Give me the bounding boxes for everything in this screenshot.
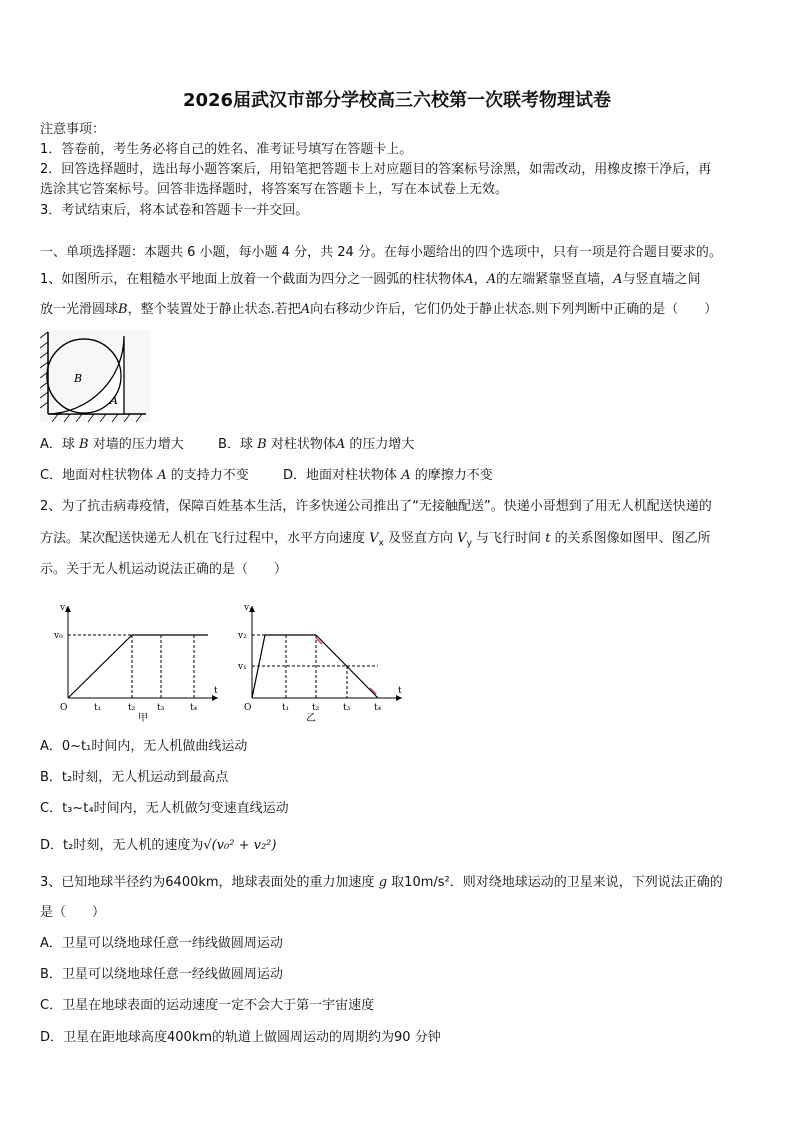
page-title: 2026届武汉市部分学校高三六校第一次联考物理试卷 — [182, 90, 612, 111]
q2-stem-line1: 2、为了抗击病毒疫情，保障百姓基本生活，许多快递公司推出了“无接触配送”。快递小哥想到了用无人机配送快递的 — [40, 499, 712, 514]
jia-x-tick-o: O — [60, 703, 68, 713]
q2-stem-line3: 示。关于无人机运动说法正确的是（ ） — [40, 562, 288, 577]
notice-item-3: 3．考试结束后，将本试卷和答题卡一并交回。 — [40, 203, 309, 218]
q2-stem-line2: 方法。某次配送快递无人机在飞行过程中，水平方向速度 $V_x$ 及竖直方向 $V_y$ 与飞行时间 t 的关系图像如图甲、图乙所 — [40, 531, 711, 549]
q3-option-b: B．卫星可以绕地球任意一经线做圆周运动 — [40, 967, 283, 982]
q1-option-c-d: C．地面对柱状物体 A 的支持力不变 D．地面对柱状物体 A 的摩擦力不变 — [40, 468, 493, 483]
yi-x-tick-t1: t₁ — [282, 703, 290, 713]
q2-option-d: D．t₂时刻，无人机的速度为√(v₀² + v₂²) — [40, 838, 277, 853]
jia-x-tick-t3: t₃ — [157, 703, 165, 713]
jia-caption: 甲 — [138, 713, 148, 722]
q2-option-d-formula: √(v₀² + v₂²) — [203, 838, 277, 853]
q3-stem-line1: 3、已知地球半径约为6400km，地球表面处的重力加速度 g 取10m/s²．则对绕地球运动的卫星来说，下列说法正确的 — [40, 875, 723, 890]
jia-y-axis: vₓ — [60, 603, 69, 613]
fig-label-b: B — [74, 372, 83, 385]
yi-y-axis: vᵧ — [244, 603, 253, 613]
q1-stem-line1: 1、如图所示，在粗糙水平地面上放着一个截面为四分之一圆弧的柱状物体A，A的左端紧靠竖直墙，A与竖直墙之间 — [40, 272, 701, 287]
q2-graph-jia — [46, 600, 226, 722]
jia-y-tick: v₀ — [54, 631, 63, 641]
yi-x-tick-o: O — [244, 703, 252, 713]
yi-x-tick-t4: t₄ — [374, 703, 382, 713]
yi-y-tick-v1: v₁ — [238, 662, 247, 672]
q3-stem-line2: 是（ ） — [40, 905, 106, 920]
jia-x-tick-t1: t₁ — [94, 703, 102, 713]
q1-stem-line2: 放一光滑圆球B，整个装置处于静止状态.若把A向右移动少许后，它们仍处于静止状态.则下列判断中正确的是（ ） — [40, 302, 718, 317]
jia-x-tick-t4: t₄ — [190, 703, 198, 713]
q3-option-a: A．卫星可以绕地球任意一纬线做圆周运动 — [40, 936, 283, 951]
q1-figure — [40, 330, 150, 422]
q1-option-a-b: A．球 B 对墙的压力增大 B．球 B 对柱状物体A 的压力增大 — [40, 437, 415, 452]
notice-item-1: 1．答卷前，考生务必将自己的姓名、准考证号填写在答题卡上。 — [40, 142, 413, 157]
q2-graph-yi — [232, 600, 412, 722]
yi-x-axis: t — [398, 686, 402, 696]
fig-label-a: A — [110, 394, 118, 407]
q3-option-c: C．卫星在地球表面的运动速度一定不会大于第一宇宙速度 — [40, 998, 375, 1013]
yi-caption: 乙 — [306, 713, 316, 722]
yi-y-tick-v2: v₂ — [238, 631, 247, 641]
notice-item-2-cont: 选涂其它答案标号。回答非选择题时，将答案写在答题卡上，写在本试卷上无效。 — [40, 182, 509, 197]
q3-option-d: D．卫星在距地球高度400km的轨道上做圆周运动的周期约为90 分钟 — [40, 1030, 441, 1045]
notice-item-2: 2．回答选择题时，选出每小题答案后，用铅笔把答题卡上对应题目的答案标号涂黑，如需改动，用橡皮擦干净后，再 — [40, 162, 712, 177]
q2-option-c: C．t₃~t₄时间内，无人机做匀变速直线运动 — [40, 801, 289, 816]
notice-heading: 注意事项： — [40, 122, 106, 137]
q2-option-b: B．t₂时刻，无人机运动到最高点 — [40, 770, 229, 785]
jia-x-tick-t2: t₂ — [128, 703, 136, 713]
jia-x-axis: t — [214, 686, 218, 696]
section-heading: 一、单项选择题：本题共 6 小题，每小题 4 分，共 24 分。在每小题给出的四个选项中，只有一项是符合题目要求的。 — [40, 245, 722, 260]
yi-x-tick-t3: t₃ — [343, 703, 351, 713]
yi-x-tick-t2: t₂ — [312, 703, 320, 713]
q2-option-a: A．0~t₁时间内，无人机做曲线运动 — [40, 739, 248, 754]
